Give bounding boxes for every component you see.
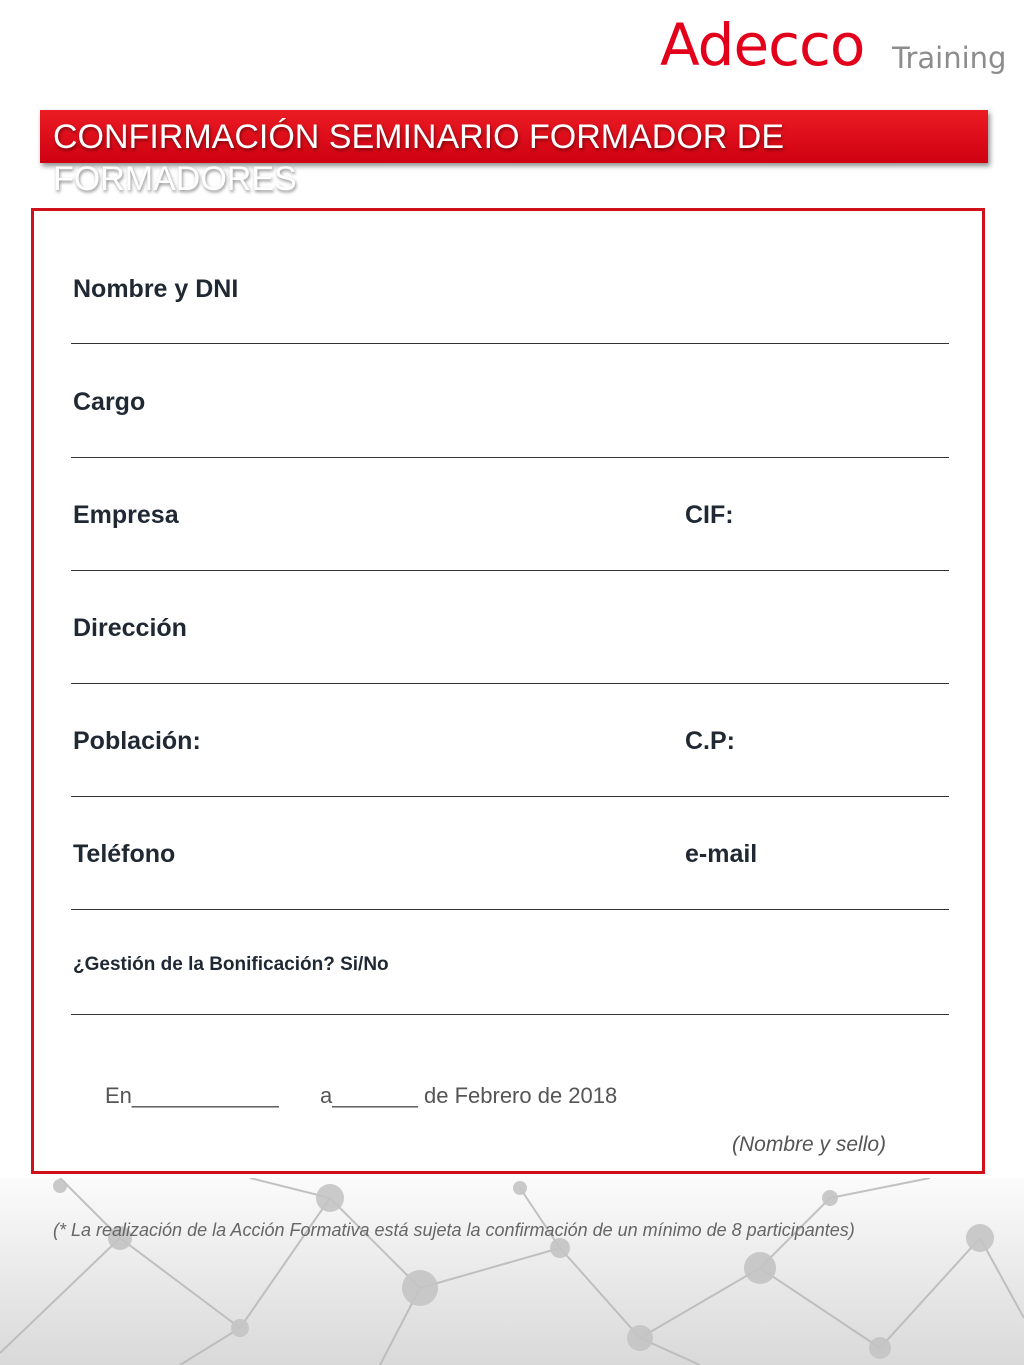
logo-sub: Training [892,41,1007,75]
signature-date: a_______ de Febrero de 2018 [320,1083,618,1108]
label-direccion: Dirección [73,614,187,642]
label-cif: CIF: [685,501,734,529]
field-line-empresa[interactable] [71,570,949,571]
field-line-telefono[interactable] [71,909,949,910]
label-nombre-dni: Nombre y DNI [73,275,239,303]
signature-place: En____________ [105,1083,279,1108]
footnote: (* La realización de la Acción Formativa está sujeta la confirmación de un mínimo de 8 participantes) [53,1220,855,1240]
label-cargo: Cargo [73,388,146,416]
label-empresa: Empresa [73,501,179,529]
adecco-training-logo [660,12,1010,82]
label-cp: C.P: [685,727,735,755]
page-title: CONFIRMACIÓN SEMINARIO FORMADOR DE FORMADORES [53,118,785,198]
field-line-cargo[interactable] [71,457,949,458]
field-line-bonificacion[interactable] [71,1014,949,1015]
field-line-direccion[interactable] [71,683,949,684]
label-poblacion: Población: [73,727,201,755]
logo-brand: Adecco [660,11,865,79]
label-telefono: Teléfono [73,840,176,868]
field-line-poblacion[interactable] [71,796,949,797]
network-decoration-icon [0,1178,1024,1365]
registration-form [31,208,985,1174]
label-email: e-mail [685,840,758,868]
label-bonificacion: ¿Gestión de la Bonificación? Si/No [73,954,389,975]
footer-network-background [0,1178,1024,1365]
signature-stamp-note: (Nombre y sello) [732,1133,887,1156]
field-line-nombre-dni[interactable] [71,343,949,344]
